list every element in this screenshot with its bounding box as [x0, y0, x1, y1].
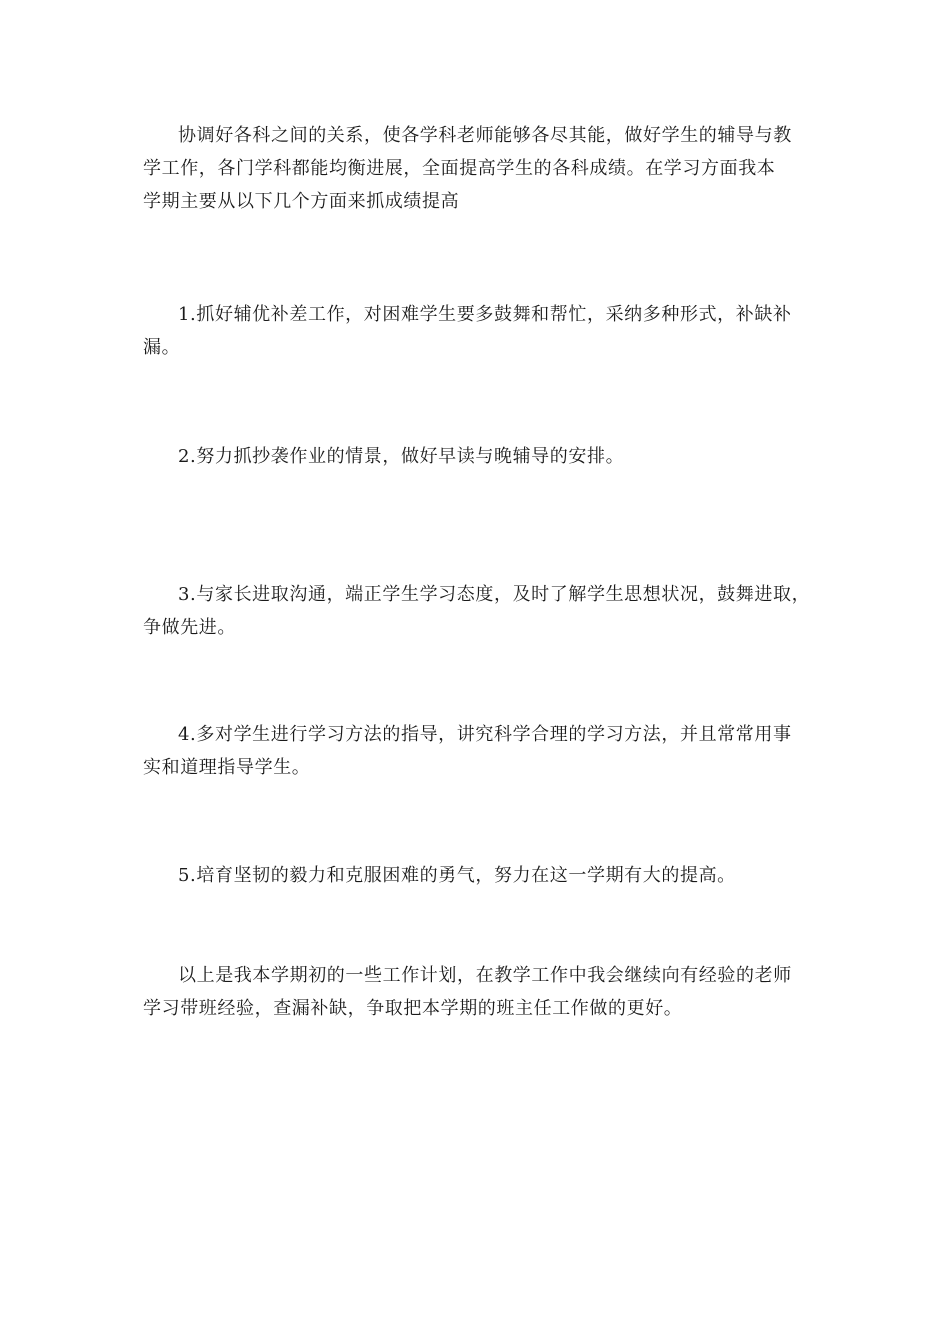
text-line: 1.抓好辅优补差工作，对困难学生要多鼓舞和帮忙，采纳多种形式，补缺补 — [178, 304, 792, 325]
text-line: 学工作，各门学科都能均衡进展，全面提高学生的各科成绩。在学习方面我本 — [143, 158, 776, 179]
text-line: 学习带班经验，查漏补缺，争取把本学期的班主任工作做的更好。 — [143, 998, 683, 1019]
list-item-2 — [143, 440, 823, 473]
text-line: 漏。 — [143, 337, 181, 358]
text-line: 实和道理指导学生。 — [143, 757, 311, 778]
text-line: 3.与家长进取沟通，端正学生学习态度，及时了解学生思想状况，鼓舞进取， — [178, 584, 811, 605]
list-item-1 — [143, 298, 823, 364]
text-line: 学期主要从以下几个方面来抓成绩提高 — [143, 191, 460, 212]
paragraph-conclusion — [143, 959, 823, 1025]
paragraph-intro — [143, 119, 823, 218]
text-line: 协调好各科之间的关系，使各学科老师能够各尽其能，做好学生的辅导与教 — [178, 125, 792, 146]
text-line: 2.努力抓抄袭作业的情景，做好早读与晚辅导的安排。 — [178, 446, 625, 467]
text-line: 以上是我本学期初的一些工作计划，在教学工作中我会继续向有经验的老师 — [178, 965, 792, 986]
text-line: 4.多对学生进行学习方法的指导，讲究科学合理的学习方法，并且常常用事 — [178, 724, 792, 745]
text-line: 5.培育坚韧的毅力和克服困难的勇气，努力在这一学期有大的提高。 — [178, 865, 736, 886]
text-line: 争做先进。 — [143, 617, 236, 638]
list-item-5 — [143, 859, 823, 892]
list-item-3 — [143, 578, 823, 644]
list-item-4 — [143, 718, 823, 784]
